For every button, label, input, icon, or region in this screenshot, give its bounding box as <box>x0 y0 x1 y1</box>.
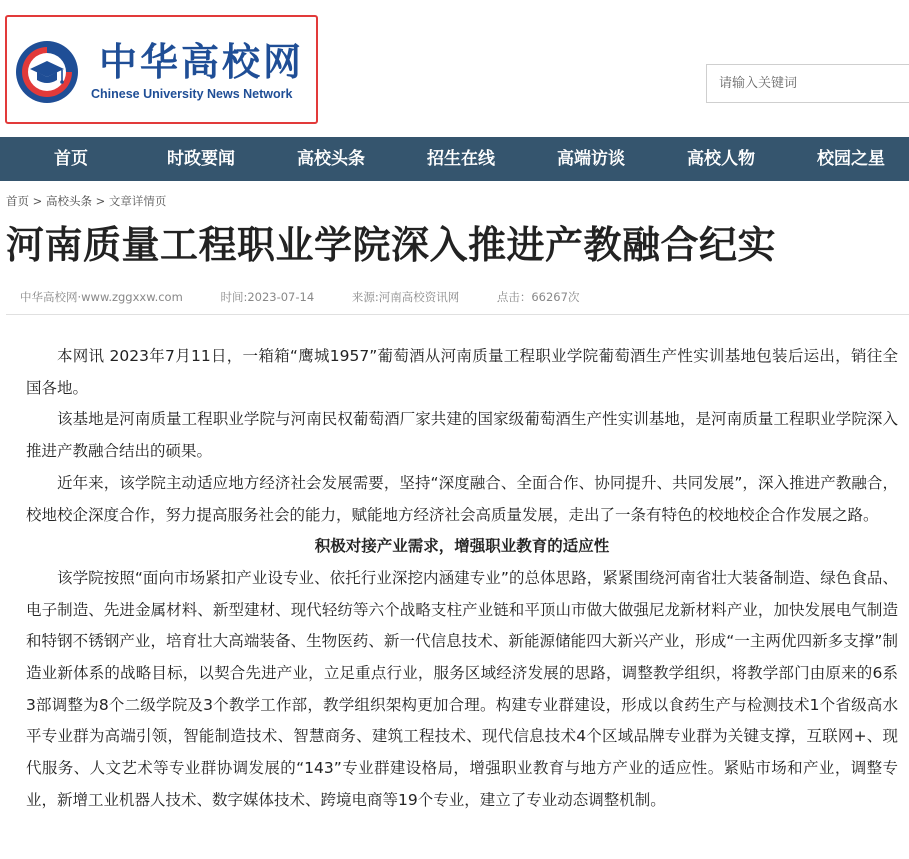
nav-item-home[interactable]: 首页 <box>54 149 88 169</box>
main-nav <box>0 137 909 181</box>
breadcrumb-home-link[interactable]: 首页 <box>6 194 29 208</box>
nav-item-campus-stars[interactable]: 校园之星 <box>817 149 885 169</box>
nav-item-headlines[interactable]: 高校头条 <box>297 149 365 169</box>
breadcrumb-separator: > <box>32 194 43 208</box>
divider <box>6 314 909 315</box>
meta-time: 时间:2023-07-14 <box>220 290 315 304</box>
logo-chinese-name: 中华高校网 <box>99 39 305 84</box>
article-subheading: 积极对接产业需求，增强职业教育的适应性 <box>314 537 610 556</box>
site-header <box>0 0 909 135</box>
logo-english-name: Chinese University News Network <box>91 87 293 101</box>
article-paragraph: 该基地是河南质量工程职业学院与河南民权葡萄酒厂家共建的国家级葡萄酒生产性实训基地，是河南质量工程职业学院深入推进产教融合结出的硕果。 <box>26 410 898 461</box>
search-box <box>706 64 909 103</box>
meta-site: 中华高校网·www.zggxxw.com <box>20 290 183 304</box>
nav-item-admissions[interactable]: 招生在线 <box>427 149 495 169</box>
breadcrumb <box>6 193 166 209</box>
article-title: 河南质量工程职业学院深入推进产教融合纪实 <box>6 223 777 267</box>
meta-source: 来源:河南高校资讯网 <box>351 290 460 304</box>
breadcrumb-separator: > <box>95 194 106 208</box>
breadcrumb-current: 文章详情页 <box>108 194 167 208</box>
graduation-cap-logo-icon <box>14 39 80 105</box>
breadcrumb-section-link[interactable]: 高校头条 <box>45 194 92 208</box>
search-input[interactable] <box>707 65 909 102</box>
nav-item-interviews[interactable]: 高端访谈 <box>557 149 625 169</box>
nav-item-people[interactable]: 高校人物 <box>687 149 755 169</box>
article-meta <box>20 289 613 305</box>
article-paragraph: 该学院按照“面向市场紧扣产业设专业、依托行业深挖内涵建专业”的总体思路，紧紧围绕河南省壮大装备制造、绿色食品、电子制造、先进金属材料、新型建材、现代轻纺等六个战略支柱产业链和平顶山市做大做强尼龙新材料产业，加快发展电气制造和特钢不锈钢产业，培育壮大高端装备、生物医药、新一代信息技术、新能源储能四大新兴产业，形成“一主两优四新多支撑”制造业新体系的战略目标，以契合先进产业，立足重点行业，服务区域经济发展的思路，调整教学组织，将教学部门由原来的6系3部调整为8个二级学院及3个教学工作部，教学组织架构更加合理。构建专业群建设，形成以食药生产与检测技术1个省级高水平专业群为高端引领，智能制造技术、智慧商务、建筑工程技术、现代信息技术4个区域品牌专业群为关键支撑，互联网+、现代服务、人文艺术等专业群协调发展的“143”专业群建设格局，增强职业教育与地方产业的适应性。紧贴市场和产业，调整专业，新增工业机器人技术、数字媒体技术、跨境电商等19个专业，建立了专业动态调整机制。 <box>26 568 898 809</box>
article-paragraph: 本网讯 2023年7月11日，一箱箱“鹰城1957”葡萄酒从河南质量工程职业学院葡萄酒生产性实训基地包装后运出，销往全国各地。 <box>26 347 898 397</box>
article-paragraph: 近年来，该学院主动适应地方经济社会发展需要，坚持“深度融合、全面合作、协同提升、共同发展”，深入推进产教融合，校地校企深度合作，努力提高服务社会的能力，赋能地方经济社会高质量发展，走出了一条有特色的校地校企合作发展之路。 <box>26 473 898 524</box>
meta-clicks: 点击：66267次 <box>496 290 580 304</box>
nav-item-politics[interactable]: 时政要闻 <box>167 149 235 169</box>
site-logo[interactable] <box>5 15 318 124</box>
article-body <box>26 341 898 817</box>
